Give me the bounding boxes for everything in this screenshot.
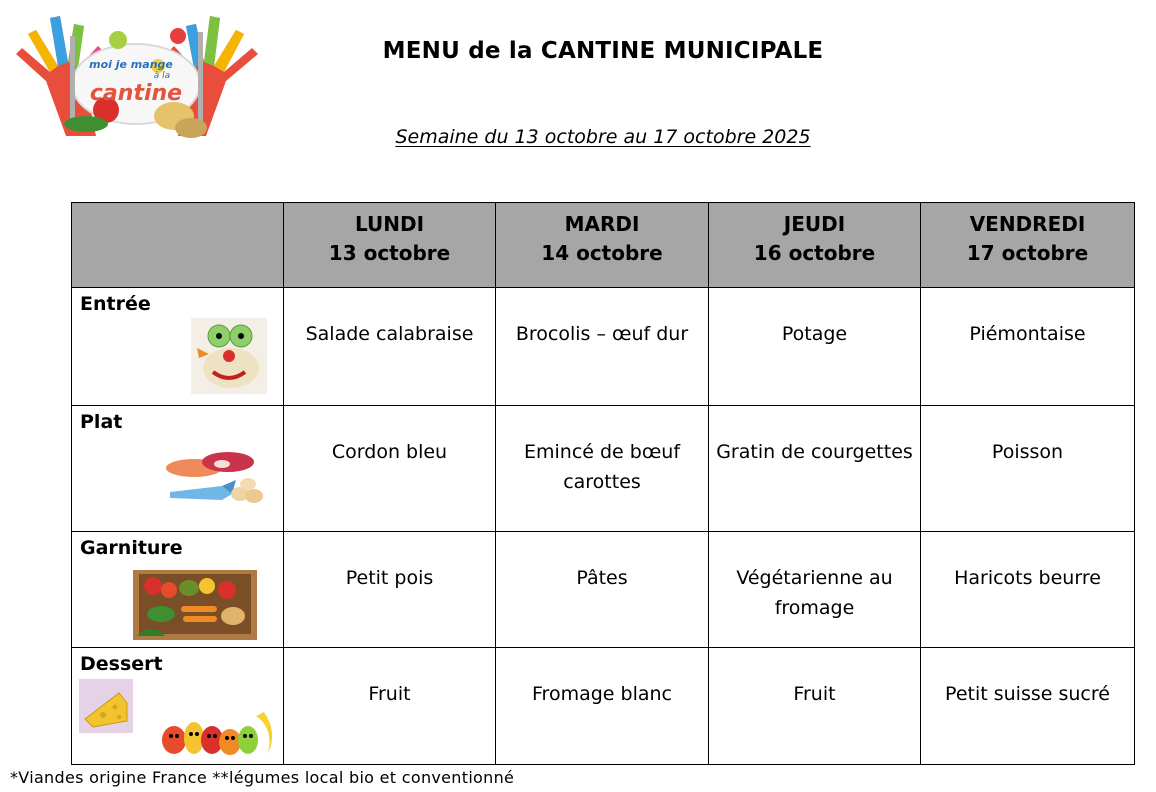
row-label-cell [72,288,284,406]
menu-cell: Brocolis – œuf dur [496,288,709,406]
menu-cell: Potage [709,288,921,406]
table-row-entree [72,288,1135,406]
header-day-tuesday [496,203,709,288]
day-name: VENDREDI [969,212,1086,236]
week-subtitle: Semaine du 13 octobre au 17 octobre 2025 [395,126,811,148]
menu-cell: Emincé de bœuf carottes [496,406,709,532]
menu-cell: Petit pois [284,532,496,648]
menu-cell: Fromage blanc [496,648,709,765]
header-empty-cell [72,203,284,288]
logo-text-line3: cantine [89,81,183,106]
row-label-cell [72,648,284,765]
table-header-row [72,203,1135,288]
day-name: JEUDI [783,212,846,236]
menu-cell: Fruit [284,648,496,765]
table-row-dessert [72,648,1135,765]
menu-table [71,202,1135,765]
cantine-logo [6,6,268,146]
menu-cell: Gratin de courgettes [709,406,921,532]
cheese-picture [79,679,133,733]
table-row-plat [72,406,1135,532]
page-title: MENU de la CANTINE MUNICIPALE [382,38,824,64]
menu-cell: Haricots beurre [921,532,1135,648]
row-label: Garniture [80,537,183,559]
row-label-cell [72,532,284,648]
row-label-cell [72,406,284,532]
salad-face-picture [191,318,267,394]
row-label: Dessert [80,653,163,675]
menu-cell: Fruit [709,648,921,765]
menu-cell: Pâtes [496,532,709,648]
row-label: Entrée [80,293,151,315]
menu-cell: Poisson [921,406,1135,532]
header-day-thursday [709,203,921,288]
footnote: *Viandes origine France **légumes local bio et conventionné [10,768,515,787]
menu-cell: Piémontaise [921,288,1135,406]
table-row-garniture [72,532,1135,648]
vegetable-crate-picture [131,566,259,644]
menu-cell: Végétarienne au fromage [709,532,921,648]
day-date: 16 octobre [753,241,876,265]
meat-fish-eggs-picture [162,438,266,510]
header-day-friday [921,203,1135,288]
header-day-monday [284,203,496,288]
menu-cell: Cordon bleu [284,406,496,532]
smiling-fruits-picture [160,698,282,758]
logo-text-line2: à la [153,71,171,81]
menu-cell: Salade calabraise [284,288,496,406]
row-label: Plat [80,411,123,433]
day-date: 17 octobre [966,241,1089,265]
day-name: MARDI [564,212,640,236]
menu-cell: Petit suisse sucré [921,648,1135,765]
day-date: 14 octobre [541,241,663,265]
day-date: 13 octobre [328,241,451,265]
logo-text-line1: moi je mange [89,58,173,71]
day-name: LUNDI [354,212,425,236]
